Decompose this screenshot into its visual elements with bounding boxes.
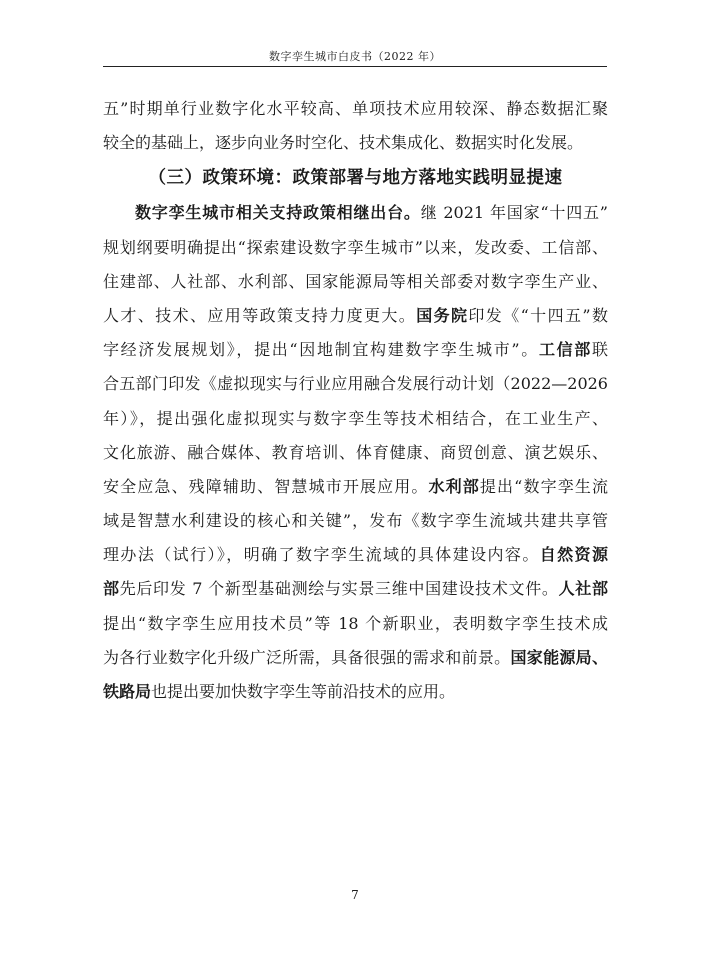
line-text: 字经济发展规划》，提出“因地制宜构建数字孪生城市”。 <box>103 340 539 360</box>
bold-phrase: 水利部 <box>428 476 480 496</box>
line-text: 先后印发 7 个新型基础测绘与实景三维中国建设技术文件。 <box>119 579 559 599</box>
page-number: 7 <box>351 888 359 902</box>
header-divider <box>103 66 607 67</box>
body-line: 五”时期单行业数字化水平较高、单项技术应用较深、静态数据汇聚 <box>103 99 608 118</box>
running-header: 数字孪生城市白皮书（2022 年） <box>269 50 441 63</box>
bold-phrase: 数字孪生城市相关支持政策相继出台。 <box>135 203 421 223</box>
bold-phrase: 国务院 <box>416 305 469 325</box>
body-line <box>103 470 608 504</box>
body-line <box>103 538 608 572</box>
body-line <box>103 641 608 675</box>
line-text: 联 <box>591 340 608 360</box>
bold-phrase: 工信部 <box>538 340 592 360</box>
body-line <box>103 333 608 367</box>
line-text: 提出“数字孪生流 <box>479 476 608 496</box>
line-text: 为各行业数字化升级广泛所需，具备很强的需求和前景。 <box>103 647 511 667</box>
body-line <box>103 299 608 333</box>
page-content <box>103 92 608 709</box>
line-text: 人才、技术、应用等政策支持力度更大。 <box>103 305 417 325</box>
bold-phrase: 铁路局 <box>103 682 152 701</box>
bold-phrase: 自然资源 <box>539 545 608 565</box>
line-text: 也提出要加快数字孪生等前沿技术的应用。 <box>151 682 456 701</box>
line-text: 继 2021 年国家“十四五” <box>420 203 608 223</box>
body-line <box>103 572 608 606</box>
body-line: 年）》，提出强化虚拟现实与数字孪生等技术相结合，在工业生产、 <box>103 408 608 428</box>
body-line: 住建部、人社部、水利部、国家能源局等相关部委对数字孪生产业、 <box>103 271 608 291</box>
body-line: 较全的基础上，逐步向业务时空化、技术集成化、数据实时化发展。 <box>103 133 584 153</box>
body-line <box>103 675 608 709</box>
body-line: 域是智慧水利建设的核心和关键”，发布《数字孪生流域共建共享管 <box>103 511 608 531</box>
line-text: 理办法（试行）》，明确了数字孪生流域的具体建设内容。 <box>103 545 540 565</box>
bold-phrase: 人社部 <box>558 579 608 599</box>
bold-phrase: 部 <box>103 579 120 599</box>
bold-phrase: 国家能源局、 <box>510 647 608 667</box>
line-text: 印发《“十四五”数 <box>468 305 608 325</box>
line-text: 安全应急、残障辅助、智慧城市开展应用。 <box>103 476 429 496</box>
body-line <box>103 196 608 230</box>
body-line: 文化旅游、融合媒体、教育培训、体育健康、商贸创意、演艺娱乐、 <box>103 442 608 462</box>
body-line: 规划纲要明确提出“探索建设数字孪生城市”以来，发改委、工信部、 <box>103 237 608 257</box>
body-line: 合五部门印发《虚拟现实与行业应用融合发展行动计划（2022—2026 <box>103 374 608 394</box>
body-line: 提出“数字孪生应用技术员”等 18 个新职业，表明数字孪生技术成 <box>103 613 608 633</box>
section-heading: （三）政策环境：政策部署与地方落地实践明显提速 <box>148 168 563 189</box>
